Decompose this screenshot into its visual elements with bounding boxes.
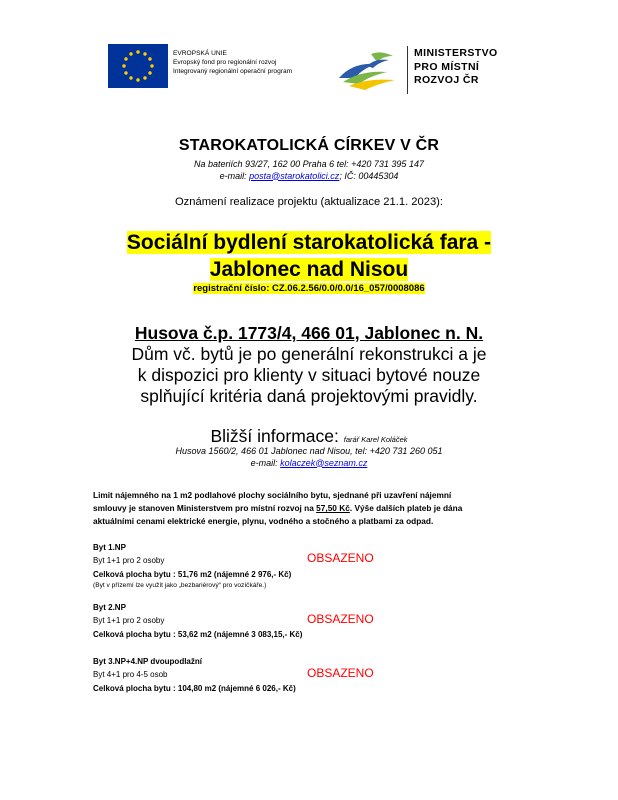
- description-line2: k dispozici pro klienty v situaci bytové nouze: [137, 365, 481, 385]
- rent-limit-line2: [93, 502, 533, 515]
- mmr-line2: PRO MÍSTNÍ: [414, 60, 480, 73]
- contact-email-line: [0, 458, 618, 470]
- registration-number: registrační číslo: CZ.06.2.56/0.0/0.0/16_057/0008086: [193, 283, 425, 294]
- mmr-line1: MINISTERSTVO: [414, 47, 498, 59]
- eu-line3: Integrovaný regionální operační program: [173, 68, 293, 76]
- email-label: e-mail:: [219, 170, 250, 181]
- rent-limit-paragraph: [93, 489, 533, 529]
- description-line1: Dům vč. bytů je po generální rekonstrukci a je: [131, 344, 487, 364]
- flat-type: Byt 4+1 pro 4-5 osob: [93, 670, 168, 680]
- flat-item-3: [93, 655, 296, 695]
- announcement: Oznámení realizace projektu (aktualizace 21.1. 2023):: [174, 196, 444, 208]
- project-title-line1: Sociální bydlení starokatolická fara -: [126, 231, 492, 254]
- eu-line1: EVROPSKÁ UNIE: [173, 50, 227, 57]
- registration-number-row: [0, 283, 618, 294]
- organization-email-line: [0, 171, 618, 183]
- contact-address: Husova 1560/2, 466 01 Jablonec nad Nisou, tel: +420 731 260 051: [175, 446, 443, 456]
- flat-status-1: OBSAZENO: [307, 551, 374, 565]
- logo-divider: [407, 46, 408, 94]
- flat-type: Byt 1+1 pro 2 osoby: [93, 616, 165, 626]
- flat-floor: Byt 3.NP+4.NP dvoupodlažní: [93, 657, 202, 666]
- street-address: Husova č.p. 1773/4, 466 01, Jablonec n. N.: [134, 323, 484, 343]
- contact-name: farář Karel Koláček: [343, 435, 408, 444]
- organization-address-block: [0, 159, 618, 182]
- flat-status-2: OBSAZENO: [307, 612, 374, 626]
- mmr-logo-icon: [333, 44, 405, 94]
- flat-item-1: [93, 541, 291, 590]
- flat-floor: Byt 1.NP: [93, 543, 126, 552]
- flat-item-2: [93, 601, 302, 641]
- flat-area: Celková plocha bytu : 53,62 m2 (nájemné 3 083,15,- Kč): [93, 629, 303, 639]
- eu-line2: Evropský fond pro regionální rozvoj: [173, 59, 277, 67]
- mmr-logo-text: [414, 47, 498, 88]
- project-title: [0, 229, 618, 283]
- flat-status-3: OBSAZENO: [307, 666, 374, 680]
- ic-number: ; IČ: 00445304: [339, 170, 399, 181]
- contact-email-label: e-mail:: [250, 457, 281, 468]
- flat-area: Celková plocha bytu : 51,76 m2 (nájemné 2 976,- Kč): [93, 569, 292, 579]
- organization-address: Na bateriích 93/27, 162 00 Praha 6 tel: +420 731 395 147: [194, 159, 424, 169]
- rent-limit-line3: aktuálními cenami elektrické energie, plynu, vodného a stočného a platbami za odpad.: [93, 516, 434, 527]
- eu-logo-text: [173, 49, 292, 77]
- flat-area: Celková plocha bytu : 104,80 m2 (nájemné 6 026,- Kč): [93, 683, 296, 693]
- rent-limit-line1: Limit nájemného na 1 m2 podlahové plochy sociálního bytu, sjednané při uzavření nájemní: [93, 490, 452, 500]
- more-info-label: Bližší informace:: [210, 426, 339, 446]
- project-title-line2: Jablonec nad Nisou: [209, 258, 409, 281]
- eu-stars-icon: [108, 44, 168, 88]
- rent-limit-line2b: . Výše dalších plateb je dána: [349, 503, 463, 514]
- flat-type: Byt 1+1 pro 2 osoby: [93, 556, 165, 566]
- flat-note: (Byt v přízemí lze využít jako „bezbariérový“ pro vozíčkáře.): [93, 581, 267, 589]
- flat-floor: Byt 2.NP: [93, 603, 126, 612]
- organization-email-link[interactable]: posta@starokatolici.cz: [249, 170, 340, 181]
- rent-limit-line2a: smlouvy je stanoven Ministerstvem pro místní rozvoj na: [93, 503, 317, 514]
- contact-block: [0, 446, 618, 469]
- description-line3: splňující kritéria daná projektovými pravidly.: [140, 386, 478, 406]
- contact-email-link[interactable]: kolaczek@seznam.cz: [280, 457, 368, 468]
- organization-name: STAROKATOLICKÁ CÍRKEV V ČR: [178, 137, 440, 154]
- rent-limit-amount: 57,50 Kč: [316, 503, 350, 514]
- description: [0, 344, 618, 407]
- more-info-row: [0, 426, 618, 447]
- mmr-line3: ROZVOJ ČR: [414, 74, 479, 86]
- eu-flag-logo: [108, 44, 168, 88]
